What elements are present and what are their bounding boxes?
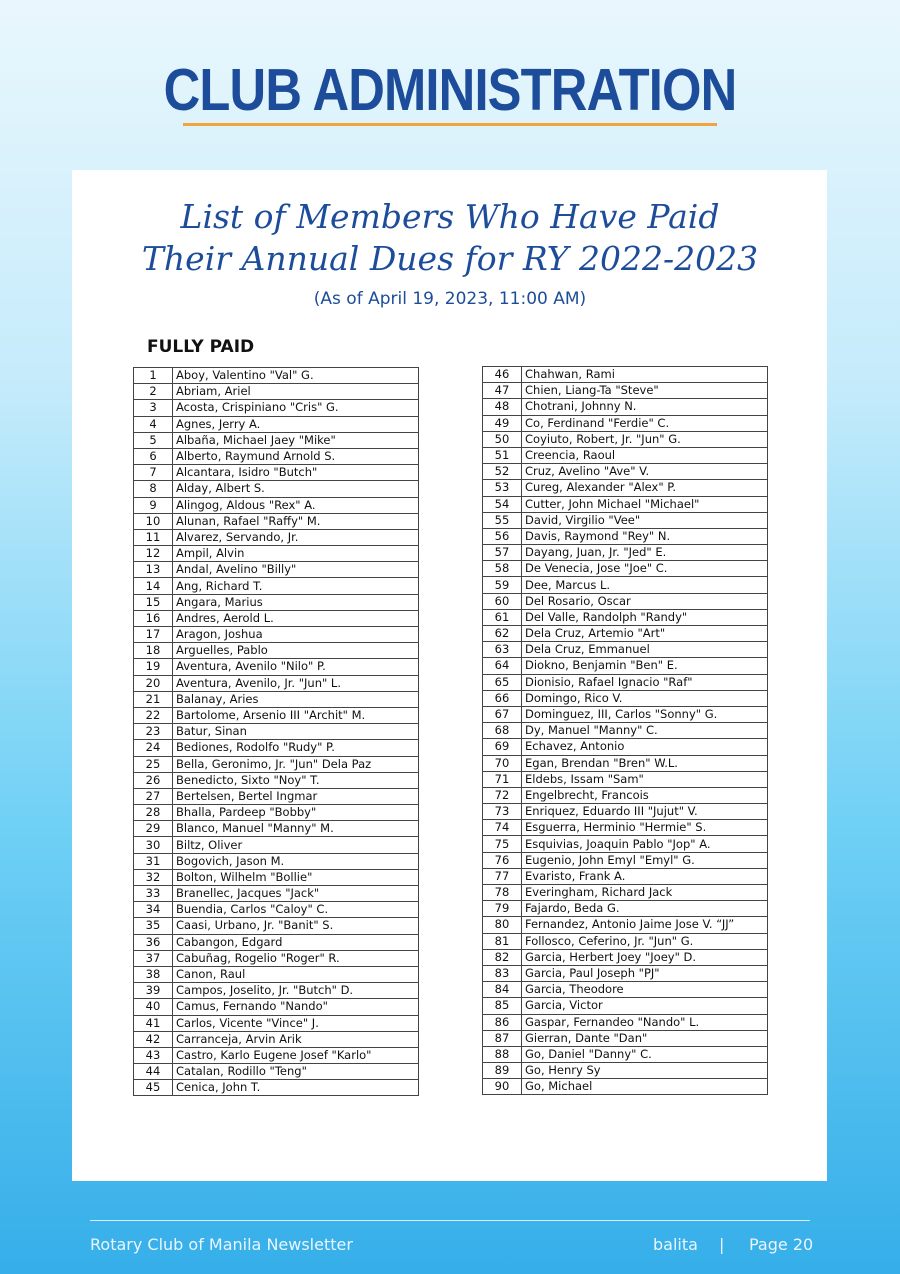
section-label-fully-paid: FULLY PAID	[147, 337, 255, 357]
member-number: 55	[483, 512, 522, 528]
table-row	[134, 724, 419, 740]
table-row	[134, 513, 419, 529]
member-name: Ang, Richard T.	[173, 578, 419, 594]
table-row	[134, 772, 419, 788]
member-name: Alday, Albert S.	[173, 481, 419, 497]
member-name: Canon, Raul	[173, 966, 419, 982]
member-name: David, Virgilio "Vee"	[522, 512, 768, 528]
member-name: Dela Cruz, Emmanuel	[522, 642, 768, 658]
table-row	[483, 820, 768, 836]
table-row	[134, 1080, 419, 1096]
member-name: Biltz, Oliver	[173, 837, 419, 853]
member-name: Alberto, Raymund Arnold S.	[173, 448, 419, 464]
member-name: Dionisio, Rafael Ignacio "Raf"	[522, 674, 768, 690]
member-number: 76	[483, 852, 522, 868]
member-number: 35	[134, 918, 173, 934]
table-row	[134, 368, 419, 384]
member-number: 79	[483, 901, 522, 917]
table-row	[483, 480, 768, 496]
table-row	[134, 853, 419, 869]
member-name: Dela Cruz, Artemio "Art"	[522, 626, 768, 642]
table-row	[134, 1031, 419, 1047]
table-row	[134, 643, 419, 659]
member-number: 23	[134, 724, 173, 740]
member-number: 31	[134, 853, 173, 869]
member-number: 77	[483, 868, 522, 884]
member-name: Bhalla, Pardeep "Bobby"	[173, 805, 419, 821]
table-row	[134, 1064, 419, 1080]
table-row	[483, 399, 768, 415]
member-name: Acosta, Crispiniano "Cris" G.	[173, 400, 419, 416]
table-row	[134, 837, 419, 853]
member-name: Bogovich, Jason M.	[173, 853, 419, 869]
member-number: 33	[134, 886, 173, 902]
table-row	[134, 934, 419, 950]
table-row	[483, 868, 768, 884]
members-table-left	[133, 367, 419, 1096]
footer-divider	[90, 1220, 810, 1221]
member-name: Dee, Marcus L.	[522, 577, 768, 593]
table-row	[483, 755, 768, 771]
table-row	[483, 626, 768, 642]
table-row	[134, 966, 419, 982]
member-number: 2	[134, 384, 173, 400]
table-row	[134, 529, 419, 545]
member-name: Del Rosario, Oscar	[522, 593, 768, 609]
table-row	[134, 691, 419, 707]
member-name: Gaspar, Fernandeo "Nando" L.	[522, 1014, 768, 1030]
member-name: Buendia, Carlos "Caloy" C.	[173, 902, 419, 918]
member-number: 73	[483, 804, 522, 820]
member-number: 43	[134, 1047, 173, 1063]
member-number: 38	[134, 966, 173, 982]
table-row	[483, 933, 768, 949]
member-name: Bertelsen, Bertel Ingmar	[173, 788, 419, 804]
table-row	[134, 918, 419, 934]
table-row	[483, 1030, 768, 1046]
table-row	[134, 659, 419, 675]
member-number: 68	[483, 723, 522, 739]
member-name: Del Valle, Randolph "Randy"	[522, 609, 768, 625]
member-name: Coyiuto, Robert, Jr. "Jun" G.	[522, 431, 768, 447]
member-name: Caasi, Urbano, Jr. "Banit" S.	[173, 918, 419, 934]
member-number: 5	[134, 432, 173, 448]
member-name: Alvarez, Servando, Jr.	[173, 529, 419, 545]
table-row	[483, 965, 768, 981]
member-name: Branellec, Jacques "Jack"	[173, 886, 419, 902]
member-number: 49	[483, 415, 522, 431]
table-row	[134, 756, 419, 772]
member-name: Blanco, Manuel "Manny" M.	[173, 821, 419, 837]
member-name: Garcia, Paul Joseph "PJ"	[522, 965, 768, 981]
member-name: Echavez, Antonio	[522, 739, 768, 755]
member-name: Aboy, Valentino "Val" G.	[173, 368, 419, 384]
member-name: Andal, Avelino "Billy"	[173, 562, 419, 578]
member-number: 57	[483, 545, 522, 561]
table-row	[483, 674, 768, 690]
member-number: 18	[134, 643, 173, 659]
member-number: 8	[134, 481, 173, 497]
member-name: Bartolome, Arsenio III "Archit" M.	[173, 707, 419, 723]
table-row	[483, 949, 768, 965]
member-name: Chahwan, Rami	[522, 367, 768, 383]
header-underline	[183, 123, 717, 126]
member-name: Chien, Liang-Ta "Steve"	[522, 383, 768, 399]
table-row	[483, 739, 768, 755]
table-row	[483, 512, 768, 528]
table-row	[134, 999, 419, 1015]
table-row	[134, 578, 419, 594]
footer-brand: balita	[653, 1235, 698, 1254]
table-row	[134, 821, 419, 837]
member-number: 74	[483, 820, 522, 836]
table-row	[134, 950, 419, 966]
table-row	[483, 658, 768, 674]
member-number: 84	[483, 982, 522, 998]
member-number: 66	[483, 690, 522, 706]
member-name: Catalan, Rodillo "Teng"	[173, 1064, 419, 1080]
table-row	[483, 1063, 768, 1079]
member-number: 47	[483, 383, 522, 399]
table-row	[134, 805, 419, 821]
member-number: 37	[134, 950, 173, 966]
table-row	[483, 609, 768, 625]
member-name: Esquivias, Joaquin Pablo "Jop" A.	[522, 836, 768, 852]
member-number: 48	[483, 399, 522, 415]
member-number: 75	[483, 836, 522, 852]
table-row	[483, 1046, 768, 1062]
member-number: 61	[483, 609, 522, 625]
member-name: Alcantara, Isidro "Butch"	[173, 465, 419, 481]
member-name: Go, Henry Sy	[522, 1063, 768, 1079]
table-row	[483, 982, 768, 998]
footer-page-number: Page 20	[749, 1235, 814, 1254]
document-title-line-2: Their Annual Dues for RY 2022-2023	[141, 239, 759, 278]
member-name: Carlos, Vicente "Vince" J.	[173, 1015, 419, 1031]
table-row	[483, 496, 768, 512]
member-number: 6	[134, 448, 173, 464]
member-name: Davis, Raymond "Rey" N.	[522, 528, 768, 544]
member-name: Domingo, Rico V.	[522, 690, 768, 706]
table-row	[134, 886, 419, 902]
table-row	[134, 983, 419, 999]
member-name: Bediones, Rodolfo "Rudy" P.	[173, 740, 419, 756]
member-number: 83	[483, 965, 522, 981]
member-name: Garcia, Herbert Joey "Joey" D.	[522, 949, 768, 965]
table-row	[483, 787, 768, 803]
member-name: Aventura, Avenilo, Jr. "Jun" L.	[173, 675, 419, 691]
table-row	[483, 804, 768, 820]
member-name: Evaristo, Frank A.	[522, 868, 768, 884]
table-row	[483, 836, 768, 852]
member-name: Ampil, Alvin	[173, 546, 419, 562]
member-number: 34	[134, 902, 173, 918]
member-number: 9	[134, 497, 173, 513]
table-row	[134, 627, 419, 643]
table-row	[483, 901, 768, 917]
member-name: Garcia, Theodore	[522, 982, 768, 998]
member-number: 25	[134, 756, 173, 772]
member-name: Esguerra, Herminio "Hermie" S.	[522, 820, 768, 836]
member-name: Cenica, John T.	[173, 1080, 419, 1096]
member-name: Agnes, Jerry A.	[173, 416, 419, 432]
table-row	[134, 610, 419, 626]
table-row	[483, 998, 768, 1014]
member-number: 13	[134, 562, 173, 578]
table-row	[483, 528, 768, 544]
member-number: 58	[483, 561, 522, 577]
member-name: Go, Michael	[522, 1079, 768, 1095]
member-number: 60	[483, 593, 522, 609]
member-number: 62	[483, 626, 522, 642]
table-row	[483, 593, 768, 609]
table-row	[483, 690, 768, 706]
member-number: 54	[483, 496, 522, 512]
table-row	[483, 545, 768, 561]
member-name: Albaña, Michael Jaey "Mike"	[173, 432, 419, 448]
member-name: Eldebs, Issam "Sam"	[522, 771, 768, 787]
member-name: Engelbrecht, Francois	[522, 787, 768, 803]
member-name: Dy, Manuel "Manny" C.	[522, 723, 768, 739]
member-number: 46	[483, 367, 522, 383]
member-number: 16	[134, 610, 173, 626]
member-number: 41	[134, 1015, 173, 1031]
member-number: 1	[134, 368, 173, 384]
member-name: Benedicto, Sixto "Noy" T.	[173, 772, 419, 788]
member-number: 90	[483, 1079, 522, 1095]
member-name: Balanay, Aries	[173, 691, 419, 707]
table-row	[483, 561, 768, 577]
member-name: Gierran, Dante "Dan"	[522, 1030, 768, 1046]
member-number: 88	[483, 1046, 522, 1062]
table-row	[134, 432, 419, 448]
member-name: Angara, Marius	[173, 594, 419, 610]
table-row	[134, 384, 419, 400]
table-row	[134, 448, 419, 464]
member-name: Fajardo, Beda G.	[522, 901, 768, 917]
member-name: Arguelles, Pablo	[173, 643, 419, 659]
member-name: De Venecia, Jose "Joe" C.	[522, 561, 768, 577]
table-row	[483, 723, 768, 739]
member-name: Creencia, Raoul	[522, 447, 768, 463]
member-number: 39	[134, 983, 173, 999]
member-number: 45	[134, 1080, 173, 1096]
member-name: Castro, Karlo Eugene Josef "Karlo"	[173, 1047, 419, 1063]
member-number: 10	[134, 513, 173, 529]
member-number: 51	[483, 447, 522, 463]
member-number: 4	[134, 416, 173, 432]
member-name: Diokno, Benjamin "Ben" E.	[522, 658, 768, 674]
member-name: Dominguez, III, Carlos "Sonny" G.	[522, 706, 768, 722]
table-row	[483, 415, 768, 431]
member-number: 80	[483, 917, 522, 933]
member-name: Eugenio, John Emyl "Emyl" G.	[522, 852, 768, 868]
member-name: Cabangon, Edgard	[173, 934, 419, 950]
table-row	[483, 885, 768, 901]
table-row	[483, 706, 768, 722]
member-number: 71	[483, 771, 522, 787]
member-name: Follosco, Ceferino, Jr. "Jun" G.	[522, 933, 768, 949]
member-name: Andres, Aerold L.	[173, 610, 419, 626]
member-name: Carranceja, Arvin Arik	[173, 1031, 419, 1047]
member-number: 20	[134, 675, 173, 691]
member-number: 69	[483, 739, 522, 755]
member-number: 27	[134, 788, 173, 804]
member-name: Alunan, Rafael "Raffy" M.	[173, 513, 419, 529]
member-number: 52	[483, 464, 522, 480]
table-row	[483, 464, 768, 480]
member-name: Cutter, John Michael "Michael"	[522, 496, 768, 512]
member-name: Cabuñag, Rogelio "Roger" R.	[173, 950, 419, 966]
table-row	[134, 740, 419, 756]
member-number: 15	[134, 594, 173, 610]
member-number: 65	[483, 674, 522, 690]
member-name: Enriquez, Eduardo III "Jujut" V.	[522, 804, 768, 820]
member-name: Campos, Joselito, Jr. "Butch" D.	[173, 983, 419, 999]
member-number: 3	[134, 400, 173, 416]
member-number: 7	[134, 465, 173, 481]
member-number: 53	[483, 480, 522, 496]
member-number: 44	[134, 1064, 173, 1080]
member-number: 17	[134, 627, 173, 643]
member-name: Abriam, Ariel	[173, 384, 419, 400]
member-name: Egan, Brendan "Bren" W.L.	[522, 755, 768, 771]
member-number: 64	[483, 658, 522, 674]
member-number: 85	[483, 998, 522, 1014]
member-number: 30	[134, 837, 173, 853]
table-row	[134, 707, 419, 723]
table-row	[483, 383, 768, 399]
table-row	[483, 1079, 768, 1095]
member-number: 86	[483, 1014, 522, 1030]
document-subtitle: (As of April 19, 2023, 11:00 AM)	[313, 289, 587, 309]
member-name: Bella, Geronimo, Jr. "Jun" Dela Paz	[173, 756, 419, 772]
document-title-line-1: List of Members Who Have Paid	[180, 197, 720, 236]
table-row	[134, 465, 419, 481]
table-row	[134, 481, 419, 497]
member-number: 82	[483, 949, 522, 965]
member-name: Aragon, Joshua	[173, 627, 419, 643]
table-row	[134, 400, 419, 416]
table-row	[483, 577, 768, 593]
member-number: 63	[483, 642, 522, 658]
member-name: Go, Daniel "Danny" C.	[522, 1046, 768, 1062]
member-name: Cureg, Alexander "Alex" P.	[522, 480, 768, 496]
table-row	[134, 546, 419, 562]
member-number: 67	[483, 706, 522, 722]
table-row	[134, 562, 419, 578]
table-row	[134, 594, 419, 610]
table-row	[134, 869, 419, 885]
member-name: Co, Ferdinand "Ferdie" C.	[522, 415, 768, 431]
member-number: 70	[483, 755, 522, 771]
member-name: Dayang, Juan, Jr. "Jed" E.	[522, 545, 768, 561]
member-number: 81	[483, 933, 522, 949]
table-row	[483, 447, 768, 463]
member-number: 89	[483, 1063, 522, 1079]
member-name: Bolton, Wilhelm "Bollie"	[173, 869, 419, 885]
member-name: Aventura, Avenilo "Nilo" P.	[173, 659, 419, 675]
member-number: 42	[134, 1031, 173, 1047]
member-number: 19	[134, 659, 173, 675]
member-number: 24	[134, 740, 173, 756]
table-row	[134, 416, 419, 432]
table-row	[483, 917, 768, 933]
member-number: 50	[483, 431, 522, 447]
member-number: 11	[134, 529, 173, 545]
member-number: 26	[134, 772, 173, 788]
member-number: 59	[483, 577, 522, 593]
table-row	[134, 902, 419, 918]
table-row	[483, 1014, 768, 1030]
member-name: Batur, Sinan	[173, 724, 419, 740]
member-name: Chotrani, Johnny N.	[522, 399, 768, 415]
member-name: Alingog, Aldous "Rex" A.	[173, 497, 419, 513]
table-row	[483, 642, 768, 658]
page-header-title: CLUB ADMINISTRATION	[163, 57, 737, 123]
table-row	[134, 1047, 419, 1063]
footer-newsletter-name: Rotary Club of Manila Newsletter	[90, 1235, 353, 1254]
member-number: 29	[134, 821, 173, 837]
table-row	[134, 788, 419, 804]
member-number: 87	[483, 1030, 522, 1046]
table-row	[483, 367, 768, 383]
member-number: 40	[134, 999, 173, 1015]
table-row	[134, 675, 419, 691]
member-name: Camus, Fernando "Nando"	[173, 999, 419, 1015]
table-row	[483, 431, 768, 447]
member-name: Garcia, Victor	[522, 998, 768, 1014]
member-number: 36	[134, 934, 173, 950]
member-number: 21	[134, 691, 173, 707]
table-row	[134, 497, 419, 513]
member-number: 28	[134, 805, 173, 821]
table-row	[483, 771, 768, 787]
member-name: Fernandez, Antonio Jaime Jose V. “JJ”	[522, 917, 768, 933]
member-name: Cruz, Avelino "Ave" V.	[522, 464, 768, 480]
member-number: 32	[134, 869, 173, 885]
member-number: 56	[483, 528, 522, 544]
member-number: 14	[134, 578, 173, 594]
member-number: 12	[134, 546, 173, 562]
table-row	[134, 1015, 419, 1031]
members-table-right	[482, 366, 768, 1095]
member-number: 72	[483, 787, 522, 803]
table-row	[483, 852, 768, 868]
member-number: 78	[483, 885, 522, 901]
member-number: 22	[134, 707, 173, 723]
footer-separator: |	[719, 1235, 725, 1254]
member-name: Everingham, Richard Jack	[522, 885, 768, 901]
